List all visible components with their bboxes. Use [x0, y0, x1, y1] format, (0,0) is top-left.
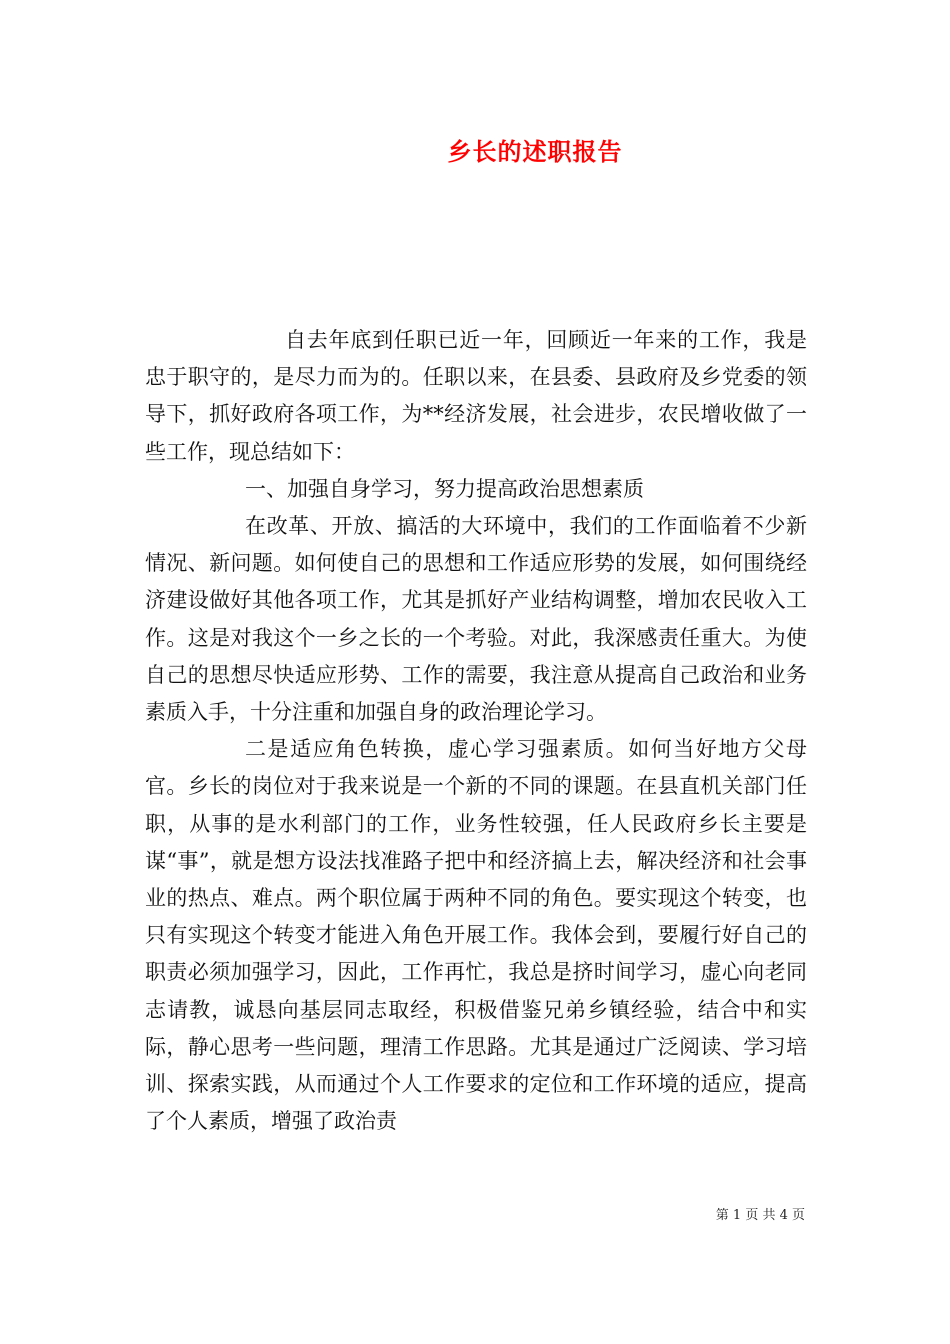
intro-paragraph: 自去年底到任职已近一年，回顾近一年来的工作，我是忠于职守的，是尽力而为的。任职以来，在县委、县政府及乡党委的领导下，抓好政府各项工作，为**经济发展，社会进步，农民增收做了一些工作，现总结如下： — [145, 328, 807, 464]
document-title: 乡长的述职报告 — [447, 137, 623, 166]
body-paragraph: 在改革、开放、搞活的大环境中，我们的工作面临着不少新情况、新问题。如何使自己的思想和工作适应形势的发展，如何围绕经济建设做好其他各项工作，尤其是抓好产业结构调整，增加农民收入工作。这是对我这个一乡之长的一个考验。对此，我深感责任重大。为使自己的思想尽快适应形势、工作的需要，我注意从提高自己政治和业务素质入手，十分注重和加强自身的政治理论学习。 — [145, 514, 807, 725]
document-body — [145, 322, 807, 1140]
body-paragraph: 二是适应角色转换，虚心学习强素质。如何当好地方父母官。乡长的岗位对于我来说是一个新的不同的课题。在县直机关部门任职，从事的是水利部门的工作，业务性较强，任人民政府乡长主要是谋“事”，就是想方设法找准路子把中和经济搞上去，解决经济和社会事业的热点、难点。两个职位属于两种不同的角色。要实现这个转变，也只有实现这个转变才能进入角色开展工作。我体会到，要履行好自己的职责必须加强学习，因此，工作再忙，我总是挤时间学习，虚心向老同志请教，诚恳向基层同志取经，积极借鉴兄弟乡镇经验，结合中和实际，静心思考一些问题，理清工作思路。尤其是通过广泛阅读、学习培训、探索实践，从而通过个人工作要求的定位和工作环境的适应，提高了个人素质，增强了政治责 — [145, 737, 807, 1134]
page-footer: 第 1 页 共 4 页 — [715, 1208, 805, 1223]
section-heading: 一、加强自身学习，努力提高政治思想素质 — [245, 476, 644, 501]
